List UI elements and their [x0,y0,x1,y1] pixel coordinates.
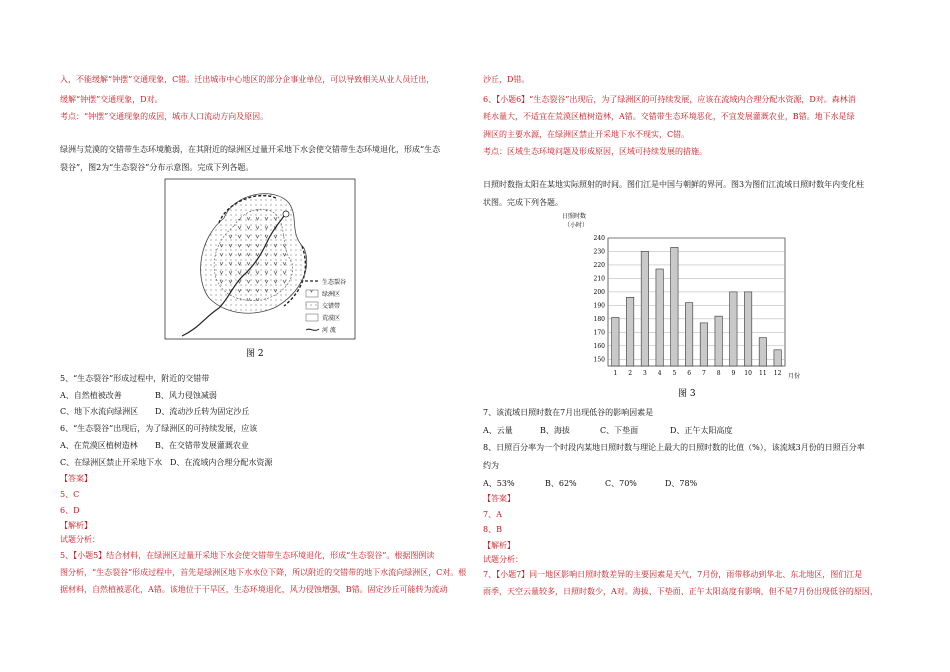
left-intro-line-1: 入，不能缓解“钟摆”交通现象，C错。迁出城市中心地区的部分企事业单位，可以导致相关从业人员迁出， [60,75,435,84]
chart-ylabel: 日照时数 [562,213,587,220]
chart-bar [612,317,619,366]
q5-stem: 5、“生态裂谷”形成过程中，附近的交错带 [60,374,210,383]
q6-option-b: B、在交错带发展灌溉农业 [155,441,249,450]
chart-ytick-label: 200 [593,288,605,296]
ecological-rift-map [164,178,362,360]
chart-ytick-label: 240 [593,235,605,242]
right-analysis-line-2: 雨季，天空云量较多，日照时数少，A对。海拔、下垫面、正午太阳高度有影响，但不是7月份出现低谷的原因， [483,587,878,596]
chart-ytick-label: 150 [593,356,605,364]
left-answer-5: 5、C [60,490,80,499]
left-answer-label: 【答案】 [60,474,92,483]
chart-ytick-label: 180 [593,315,605,323]
chart-xtick-label: 6 [687,370,692,377]
chart-bar [774,350,781,366]
chart-bar [759,338,766,366]
legend-desert-label: 荒漠区 [322,315,341,322]
chart-xtick-label: 7 [701,370,706,377]
right-analysis-line-1: 7、【小题7】同一地区影响日照时数差异的主要因素是天气，7月份，雨带移动到华北、东北地区，图们江是 [483,570,863,579]
chart-xtick-label: 11 [759,370,767,377]
left-analysis-label: 【解析】 [60,521,92,530]
q8-option-c: C、70% [605,479,637,488]
legend-river-label: 河 流 [322,327,336,334]
chart-bar [700,323,707,366]
sunshine-hours-chart [560,210,810,400]
q8-stem-cont: 约为 [483,461,499,470]
figure-3-caption: 图 3 [678,389,696,399]
q6-stem: 6、“生态裂谷”出现后，为了绿洲区的可持续发展，应该 [60,424,258,433]
q5-option-a: A、自然植被改善 [60,391,122,400]
figure-2-caption: 图 2 [246,349,264,359]
chart-xtick-label: 2 [628,370,633,377]
q7-stem: 7、该流域日照时数在7月出现低谷的影响因素是 [483,408,654,417]
right-top-line-3: 耗水量大，不适宜在荒漠区植树造林，A错。交错带生态环境恶化，不宜发展灌溉农业，B错。地下水是绿 [483,112,855,121]
left-passage-line-2: 裂谷”，图2为“生态裂谷”分布示意图。完成下列各题。 [60,163,254,172]
left-analysis-line-2: 图分析，“生态裂谷”形成过程中，首先是绿洲区地下水水位下降，所以附近的交错带的地下水流向绿洲区，C对。根 [60,568,467,577]
right-passage-line-2: 状图。完成下列各题。 [483,198,563,207]
chart-bar [671,247,678,366]
chart-ytick-label: 220 [593,261,605,269]
q7-option-b: B、海拔 [540,426,570,435]
left-intro-line-2: 缓解“钟摆”交通现象，D对。 [60,95,163,104]
chart-bar [685,303,692,366]
left-intro-line-3: 考点：“钟摆”交通现象的成因，城市人口流动方向及原因。 [60,112,269,121]
legend-oasis-symbol [306,290,318,297]
left-analysis-intro: 试题分析： [60,535,100,544]
q6-option-c: C、在绿洲区禁止开采地下水 [60,458,163,467]
q5-option-b: B、风力侵蚀减弱 [155,391,217,400]
q7-option-c: C、下垫面 [600,426,639,435]
chart-xtick-label: 8 [716,370,721,377]
chart-xtick-label: 3 [642,370,647,377]
right-top-line-4: 洲区的主要水源，在绿洲区禁止开采地下水不现实，C错。 [483,130,690,139]
q8-option-b: B、62% [545,479,577,488]
chart-xtick-label: 12 [773,370,782,377]
q8-option-d: D、78% [665,479,698,488]
q8-option-a: A、53% [483,479,515,488]
q5-option-c: C、地下水流向绿洲区 [60,407,139,416]
right-analysis-label: 【解析】 [483,541,515,550]
chart-ytick-label: 170 [593,329,605,337]
right-analysis-intro: 试题分析： [483,555,523,564]
chart-bar [626,297,633,366]
chart-bar [715,316,722,366]
chart-xtick-label: 4 [657,370,662,377]
chart-bar [744,292,751,366]
q7-option-d: D、正午太阳高度 [670,426,733,435]
chart-ytick-label: 210 [593,275,605,283]
q6-option-d: D、在流域内合理分配水资源 [170,458,273,467]
right-answer-label: 【答案】 [483,494,515,503]
chart-bar [656,269,663,366]
chart-xtick-label: 9 [731,370,736,377]
legend-oasis-label: 绿洲区 [322,291,341,298]
q6-option-a: A、在荒漠区植树造林 [60,441,138,450]
left-answer-6: 6、D [60,506,80,515]
q7-option-a: A、云量 [483,426,513,435]
left-passage-line-1: 绿洲与荒漠的交错带生态环境脆弱，在其附近的绿洲区过量开采地下水会使交错带生态环境退化，形成“生态 [60,145,441,154]
chart-ytick-label: 230 [593,248,605,256]
chart-xlabel: 月份 [788,373,801,380]
legend-transition-symbol [306,302,318,309]
legend-desert-symbol [306,314,318,321]
right-answer-7: 7、A [483,510,502,519]
right-top-line-1: 沙丘，D错。 [483,75,530,84]
river-source [283,211,289,217]
right-passage-line-1: 日照时数指太阳在某地实际照射的时间。图们江是中国与朝鲜的界河。图3为图们江流域日照时数年内变化柱 [483,180,865,189]
chart-bar [641,251,648,366]
chart-ytick-label: 190 [593,302,605,310]
left-analysis-line-3: 据材料，自然植被恶化，A错。该地位于干旱区，生态环境退化，风力侵蚀增强，B错。固定沙丘可能转为流动 [60,585,448,594]
chart-ytick-label: 160 [593,342,605,350]
chart-xtick-label: 10 [744,370,752,377]
right-top-line-5: 考点：区域生态环境问题及形成原因，区域可持续发展的措施。 [483,147,707,156]
right-answer-8: 8、B [483,525,502,534]
chart-yunit: （小时） [564,222,589,229]
q8-stem: 8、日照百分率为一个时段内某地日照时数与理论上最大的日照时数的比值（%），该流域3月份的日照百分率 [483,443,865,452]
chart-xtick-label: 5 [672,370,677,377]
chart-xtick-label: 1 [613,370,618,377]
q5-option-d: D、流动沙丘转为固定沙丘 [155,407,250,416]
chart-plot-frame [608,238,785,366]
legend-rift-label: 生态裂谷 [322,279,347,286]
right-top-line-2: 6、【小题6】“生态裂谷”出现后，为了绿洲区的可持续发展，应该在流域内合理分配水资源，D对。森林消 [483,95,856,104]
legend-transition-label: 交错带 [322,303,341,310]
left-analysis-line-1: 5、【小题5】结合材料，在绿洲区过量开采地下水会使交错带生态环境退化，形成“生态裂谷”。根据图例读 [60,551,435,560]
chart-bar [730,292,737,366]
